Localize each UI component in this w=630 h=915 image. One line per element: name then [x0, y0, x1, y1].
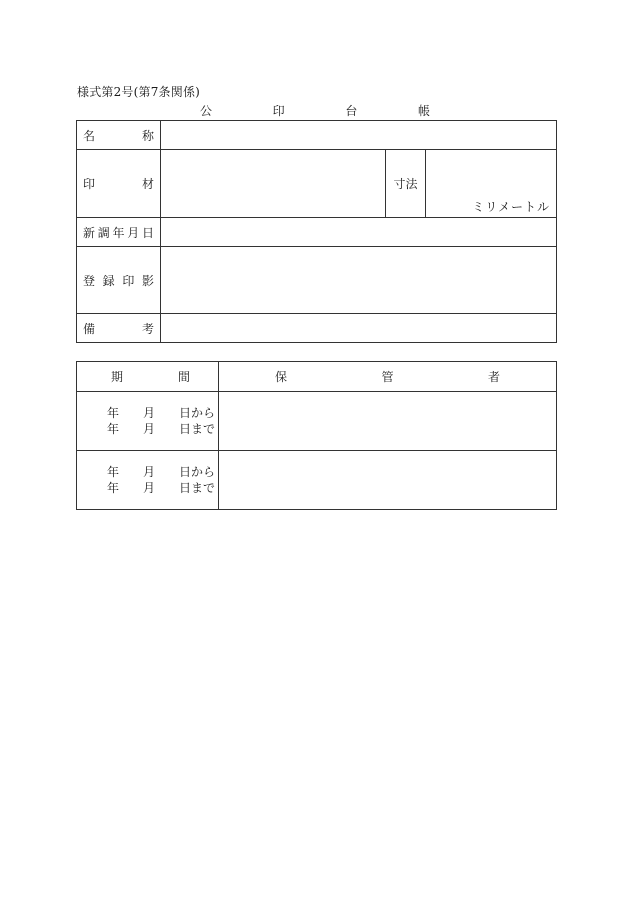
material-value-cell[interactable]	[161, 150, 386, 218]
custody-header-row	[77, 362, 557, 392]
impression-label: 登 録 印 影	[83, 273, 154, 288]
custody-row	[77, 392, 557, 451]
dimension-unit: ミリメートル	[472, 200, 551, 214]
row-remarks	[77, 314, 557, 343]
row-impression	[77, 247, 557, 314]
period-to: 年 月 日まで	[107, 422, 216, 436]
name-value-cell[interactable]	[161, 121, 557, 150]
keeper-cell[interactable]	[219, 392, 557, 451]
created-value-cell[interactable]	[161, 218, 557, 247]
dimension-label-cell	[386, 150, 426, 218]
period-cell[interactable]	[77, 451, 219, 510]
period-header: 期 間	[111, 370, 190, 384]
period-range	[77, 464, 218, 496]
name-label-cell	[77, 121, 161, 150]
period-to: 年 月 日まで	[107, 481, 216, 495]
form-number: 様式第2号(第7条関係)	[77, 85, 201, 99]
title-char: 台	[345, 104, 358, 118]
remarks-label: 備 考	[83, 321, 154, 336]
title-char: 印	[272, 104, 285, 118]
dimension-label: 寸法	[393, 177, 418, 191]
keeper-cell[interactable]	[219, 451, 557, 510]
period-from: 年 月 日から	[107, 465, 216, 479]
period-header-cell	[77, 362, 219, 392]
remarks-value-cell[interactable]	[161, 314, 557, 343]
document-title	[200, 102, 430, 119]
row-material	[77, 150, 557, 218]
period-from: 年 月 日から	[107, 406, 216, 420]
custody-table	[76, 361, 557, 510]
title-char: 帳	[417, 104, 430, 118]
keeper-header: 保 管 者	[275, 370, 500, 384]
dimension-value-cell[interactable]	[426, 150, 557, 218]
impression-label-cell	[77, 247, 161, 314]
remarks-label-cell	[77, 314, 161, 343]
created-label-cell	[77, 218, 161, 247]
keeper-header-cell	[219, 362, 557, 392]
material-label-cell	[77, 150, 161, 218]
period-range	[77, 405, 218, 437]
created-label: 新 調 年 月 日	[83, 225, 154, 240]
name-label: 名 称	[83, 128, 154, 143]
title-char: 公	[200, 104, 213, 118]
material-label: 印 材	[83, 177, 154, 191]
seal-registry-table	[76, 120, 557, 343]
period-cell[interactable]	[77, 392, 219, 451]
custody-row	[77, 451, 557, 510]
impression-value-cell[interactable]	[161, 247, 557, 314]
row-created-date	[77, 218, 557, 247]
row-name	[77, 121, 557, 150]
